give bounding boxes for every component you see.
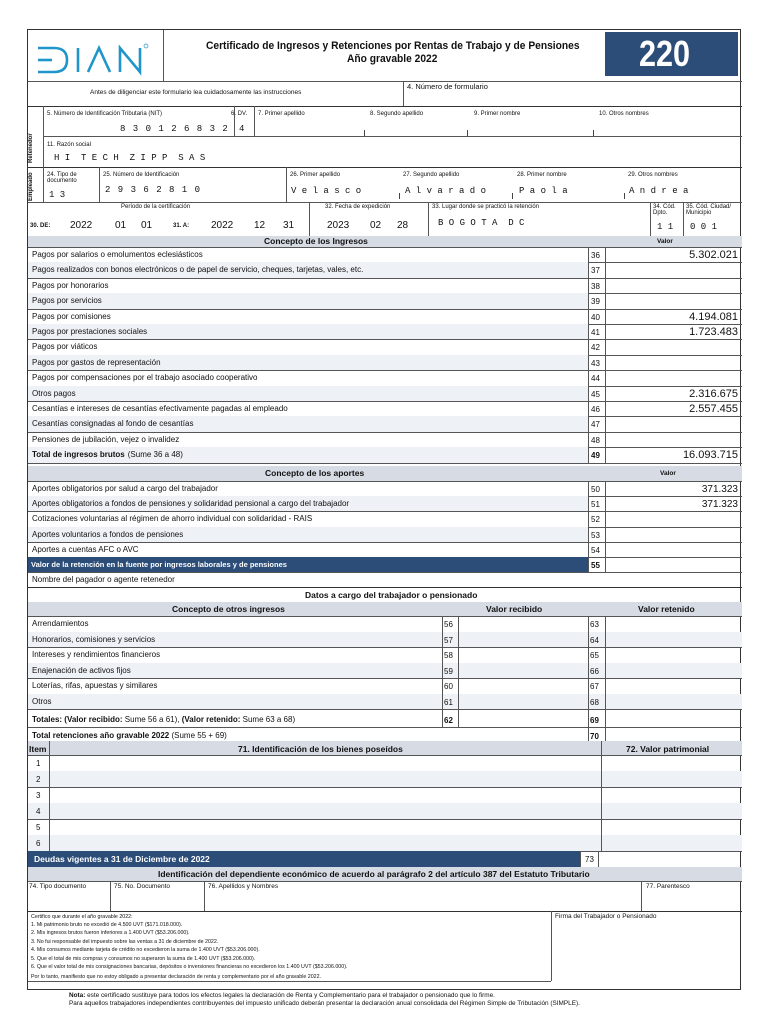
ingresos-valor-header: Valor [657, 238, 673, 245]
bien-item-num: 1 [36, 759, 41, 768]
cert-line: 1. Mi patrimonio bruto no excedió de 4.500 UVT ($171.018.000). [31, 922, 183, 928]
a-label: 31. A: [173, 223, 190, 229]
nota-line1: Nota: este certificado sustituye para todos los efectos legales la declaración de Renta y Complementario para el trabajador o pensionado que lo firme. [69, 992, 495, 999]
retenedor-otros-label: 10. Otros nombres [599, 111, 649, 117]
ingreso-label: Pagos por prestaciones sociales [32, 327, 148, 336]
a-month: 12 [254, 220, 266, 231]
aportes-title: Concepto de los aportes [265, 468, 365, 478]
ingreso-value: 4.194.081 [689, 310, 738, 323]
aportes-header [28, 466, 742, 481]
otro-recibido-num: 57 [444, 635, 453, 645]
ingresos-header [28, 236, 742, 247]
aporte-label: Aportes obligatorios por salud a cargo del trabajador [32, 484, 218, 493]
de-year: 2022 [70, 220, 93, 231]
otro-recibido-num: 59 [444, 666, 453, 676]
lugar-value: B O G O T A D C [438, 218, 525, 228]
aporte-label: Aportes a cuentas AFC o AVC [32, 544, 139, 554]
ingreso-num: 42 [591, 343, 600, 353]
tipo-doc-value: 1 3 [49, 190, 66, 200]
ingreso-num: 40 [591, 312, 600, 322]
ingreso-num: 45 [591, 389, 600, 399]
otro-recibido-num: 60 [444, 682, 453, 691]
row-band [28, 293, 588, 308]
otros-recibido-header: Valor recibido [486, 604, 543, 614]
ingreso-num: 39 [591, 297, 600, 307]
ingreso-label: Cesantías consignadas al fondo de cesantías [32, 419, 194, 429]
bien-item-num: 3 [36, 791, 41, 800]
otro-recibido-num: 61 [444, 697, 453, 707]
de-label: 30. DE: [30, 223, 51, 229]
otro-ingreso-label: Honorarios, comisiones y servicios [32, 634, 156, 644]
aporte-num: 54 [591, 545, 600, 555]
bienes-valor-header: 72. Valor patrimonial [626, 744, 710, 754]
bienes-item-header: Item [29, 744, 47, 754]
bien-item-num: 4 [36, 807, 41, 816]
otro-ingreso-label: Enajenación de activos fijos [32, 665, 131, 675]
deudas-label: Deudas vigentes a 31 de Diciembre de 2022 [34, 854, 210, 864]
nombre1-label: 28. Primer nombre [517, 172, 567, 178]
dian-logo [34, 38, 158, 78]
ingreso-label: Pagos por honorarios [32, 280, 109, 290]
row-band [28, 386, 588, 401]
retenedor-section: Retenedor [28, 133, 34, 163]
retencion-label: Valor de la retención en la fuente por ingresos laborales y de pensiones [31, 560, 287, 569]
dpto-value: 1 1 [657, 222, 674, 232]
ingreso-value: 1.723.483 [689, 326, 738, 338]
dependiente-num-label: 75. No. Documento [114, 883, 171, 890]
otro-ingreso-label: Arrendamientos [32, 619, 89, 628]
ingreso-num: 36 [591, 251, 600, 260]
cert-line: 5. Que el total de mis compras y consumos no superaron la suma de 1.400 UVT ($53.206.000). [31, 955, 256, 962]
dependiente-nombres-label: 76. Apellidos y Nombres [208, 883, 279, 890]
bienes-title: 71. Identificación de los bienes poseídos [238, 744, 403, 754]
apellido1-label: 26. Primer apellido [290, 172, 341, 178]
datos-trabajador-title: Datos a cargo del trabajador o pensionado [305, 590, 478, 600]
ingreso-num: 47 [591, 420, 600, 430]
form-subtitle: Año gravable 2022 [347, 53, 438, 65]
lugar-label: 33. Lugar donde se practicó la retención [432, 204, 540, 210]
ingreso-num: 44 [591, 374, 600, 384]
ingreso-label: Pagos realizados con bonos electrónicos o de papel de servicio, cheques, tarjetas, vales, etc. [32, 265, 364, 275]
a-day: 31 [283, 220, 295, 231]
dv-value: 4 [239, 124, 245, 134]
ingreso-value: 2.557.455 [689, 403, 738, 415]
aporte-num: 53 [591, 530, 600, 540]
aporte-num: 51 [591, 500, 600, 510]
dependiente-title: Identificación del dependiente económico de acuerdo al parágrafo 2 del artículo 387 del Estatuto Tributario [158, 869, 590, 879]
expedicion-label: 32. Fecha de expedición [325, 204, 391, 210]
instructions: Antes de diligenciar este formulario lea cuidadosamente las instrucciones [90, 89, 302, 96]
totales-n2: 69 [590, 716, 599, 725]
totales-n1: 62 [444, 716, 453, 725]
cert-line: 2. Mis ingresos brutos fueron inferiores a 1.400 UVT ($53.206.000). [31, 930, 190, 937]
ingreso-label: Pagos por viáticos [32, 342, 98, 352]
apellido1-value: V e l a s c o [291, 186, 362, 196]
otro-ingreso-label: Loterías, rifas, apuestas y similares [32, 681, 158, 690]
periodo-label: Período de la certificación [121, 204, 191, 210]
otros-concepto-header: Concepto de otros ingresos [172, 604, 285, 614]
firma-label: Firma del Trabajador o Pensionado [555, 913, 657, 920]
dependiente-parentesco-label: 77. Parentesco [646, 883, 690, 890]
otro-ingreso-label: Otros [32, 696, 52, 706]
otros-retenido-header: Valor retenido [638, 604, 695, 614]
otros-nombres-label: 29. Otros nombres [628, 172, 678, 178]
pagador-label: Nombre del pagador o agente retenedor [32, 575, 175, 584]
bien-item-num: 6 [36, 839, 41, 848]
exp-day: 28 [397, 220, 409, 231]
row-band [28, 771, 742, 787]
otro-retenido-num: 65 [590, 651, 599, 660]
otro-retenido-num: 64 [590, 635, 599, 645]
aporte-num: 50 [591, 485, 600, 494]
ingreso-label: Pagos por compensaciones por el trabajo asociado cooperativo [32, 373, 258, 383]
form-code: 220 [639, 33, 691, 74]
cert-line: 4. Mis consumos mediante tarjeta de crédito no excedieron la suma de 1.400 UVT ($53.206.000). [31, 947, 260, 954]
ingreso-label: Pagos por servicios [32, 296, 102, 306]
otro-ingreso-label: Intereses y rendimientos financieros [32, 650, 161, 659]
dpto-label: 34. Cód. Dpto. [653, 204, 676, 217]
num-id-label: 25. Número de Identificación [103, 172, 180, 178]
ingreso-label: Cesantías e intereses de cesantías efectivamente pagadas al empleado [32, 404, 288, 413]
ingreso-label: Pagos por comisiones [32, 311, 111, 321]
total-retenciones-num: 70 [590, 732, 599, 741]
aporte-label: Aportes voluntarios a fondos de pensiones [32, 529, 184, 539]
retenedor-apellido2-label: 8. Segundo apellido [370, 111, 424, 117]
ingreso-label: Pagos por gastos de representación [32, 357, 161, 367]
retencion-num: 55 [591, 561, 600, 570]
ingreso-value: 2.316.675 [689, 387, 738, 400]
a-year: 2022 [211, 220, 234, 231]
de-day: 01 [141, 220, 153, 231]
bien-item-num: 2 [36, 775, 41, 784]
municipio-label: 35. Cód. Ciudad/ Municipio [686, 204, 732, 217]
form-title: Certificado de Ingresos y Retenciones por Rentas de Trabajo y de Pensiones [206, 40, 580, 52]
row-band [28, 835, 742, 851]
otros-header [28, 602, 742, 616]
cert-line: 3. No fui responsable del impuesto sobre las ventas a 31 de diciembre de 2022. [31, 938, 219, 945]
cert-closing: Por lo tanto, manifiesto que no estoy obligado a presentar declaración de renta y complementario por el año gravable 2022. [31, 974, 322, 980]
retenedor-nombre-label: 9. Primer nombre [474, 111, 521, 117]
razon-social-value: H I T E C H Z I P P S A S [54, 153, 206, 163]
apellido2-label: 27. Segundo apellido [403, 172, 460, 178]
ingreso-num: 43 [591, 358, 600, 368]
cert-intro: Certifico que durante el año gravable 2022: [31, 914, 133, 920]
ingreso-label: Pagos por salarios o emolumentos eclesiásticos [32, 250, 203, 259]
row-band [28, 694, 742, 710]
otro-retenido-num: 68 [590, 697, 599, 707]
form-number-label: 4. Número de formulario [407, 82, 488, 91]
aporte-value: 371.323 [701, 484, 738, 495]
otro-retenido-num: 66 [590, 666, 599, 676]
otros-nombres-value: A n d r e a [629, 186, 689, 196]
otro-retenido-num: 63 [590, 620, 599, 629]
otro-recibido-num: 58 [444, 651, 453, 660]
ingreso-num: 37 [591, 266, 600, 276]
aporte-num: 52 [591, 515, 600, 525]
nit-value: 8 3 0 1 2 6 8 3 2 [120, 124, 229, 134]
dependiente-tipo-label: 74. Tipo documento [29, 883, 87, 890]
cert-line: 6. Que el valor total de mis consignaciones bancarias, depósitos o inversiones financieras no excedieron los 1.400 UVT ($53.206.000). [31, 964, 348, 970]
num-id-value: 2 9 3 6 2 8 1 0 [105, 185, 202, 195]
aporte-label: Cotizaciones voluntarias al régimen de ahorro individual con solidaridad - RAIS [32, 514, 313, 524]
municipio-value: 0 0 1 [690, 222, 718, 232]
otro-retenido-num: 67 [590, 682, 599, 691]
aportes-valor-header: Valor [660, 470, 676, 477]
razon-social-label: 11. Razón social [47, 142, 91, 148]
apellido2-value: A l v a r a d o [405, 186, 487, 196]
total-ingresos-label: Total de ingresos brutos (Sume 36 a 48) [32, 450, 183, 460]
row-band [28, 803, 742, 819]
ingreso-num: 38 [591, 281, 600, 291]
dv-label: 6. DV. [231, 111, 248, 117]
otro-recibido-num: 56 [444, 620, 453, 629]
total-ingresos-value: 16.093.715 [682, 449, 738, 462]
nit-label: 5. Número de Identificación Tributaria (NIT) [47, 111, 163, 117]
empleado-section: Empleado [28, 172, 34, 201]
certificate-form [27, 29, 741, 990]
ingresos-title: Concepto de los Ingresos [264, 236, 368, 246]
ingreso-value: 5.302.021 [689, 249, 738, 261]
de-month: 01 [115, 220, 127, 231]
ingreso-num: 48 [591, 435, 600, 445]
total-retenciones-label: Total retenciones año gravable 2022 (Sume 55 + 69) [32, 731, 227, 740]
ingreso-label: Pensiones de jubilación, vejez o invalidez [32, 434, 180, 444]
retenedor-apellido1-label: 7. Primer apellido [258, 111, 305, 117]
exp-month: 02 [370, 220, 382, 231]
tipo-doc-label: 24. Tipo de documento [47, 172, 77, 185]
totales-label: Totales: (Valor recibido: Sume 56 a 61), (Valor retenido: Sume 63 a 68) [32, 715, 296, 724]
ingreso-num: 46 [591, 405, 600, 414]
bien-item-num: 5 [36, 823, 41, 832]
total-ingresos-num: 49 [591, 451, 600, 461]
exp-year: 2023 [327, 220, 350, 231]
nombre1-value: P a o l a [519, 186, 568, 196]
ingreso-label: Otros pagos [32, 388, 76, 398]
ingreso-num: 41 [591, 328, 600, 337]
nota-line2: Para aquellos trabajadores independientes contribuyentes del impuesto unificado deberán presentar la declaración anual consolidada del Régimen Simple de Tributación (SIMPLE). [69, 1000, 580, 1007]
aporte-label: Aportes obligatorios a fondos de pensiones y solidaridad pensional a cargo del trabajador [32, 499, 350, 509]
deudas-num: 73 [585, 855, 594, 864]
aporte-value: 371.323 [701, 499, 738, 511]
row-band [28, 663, 742, 679]
